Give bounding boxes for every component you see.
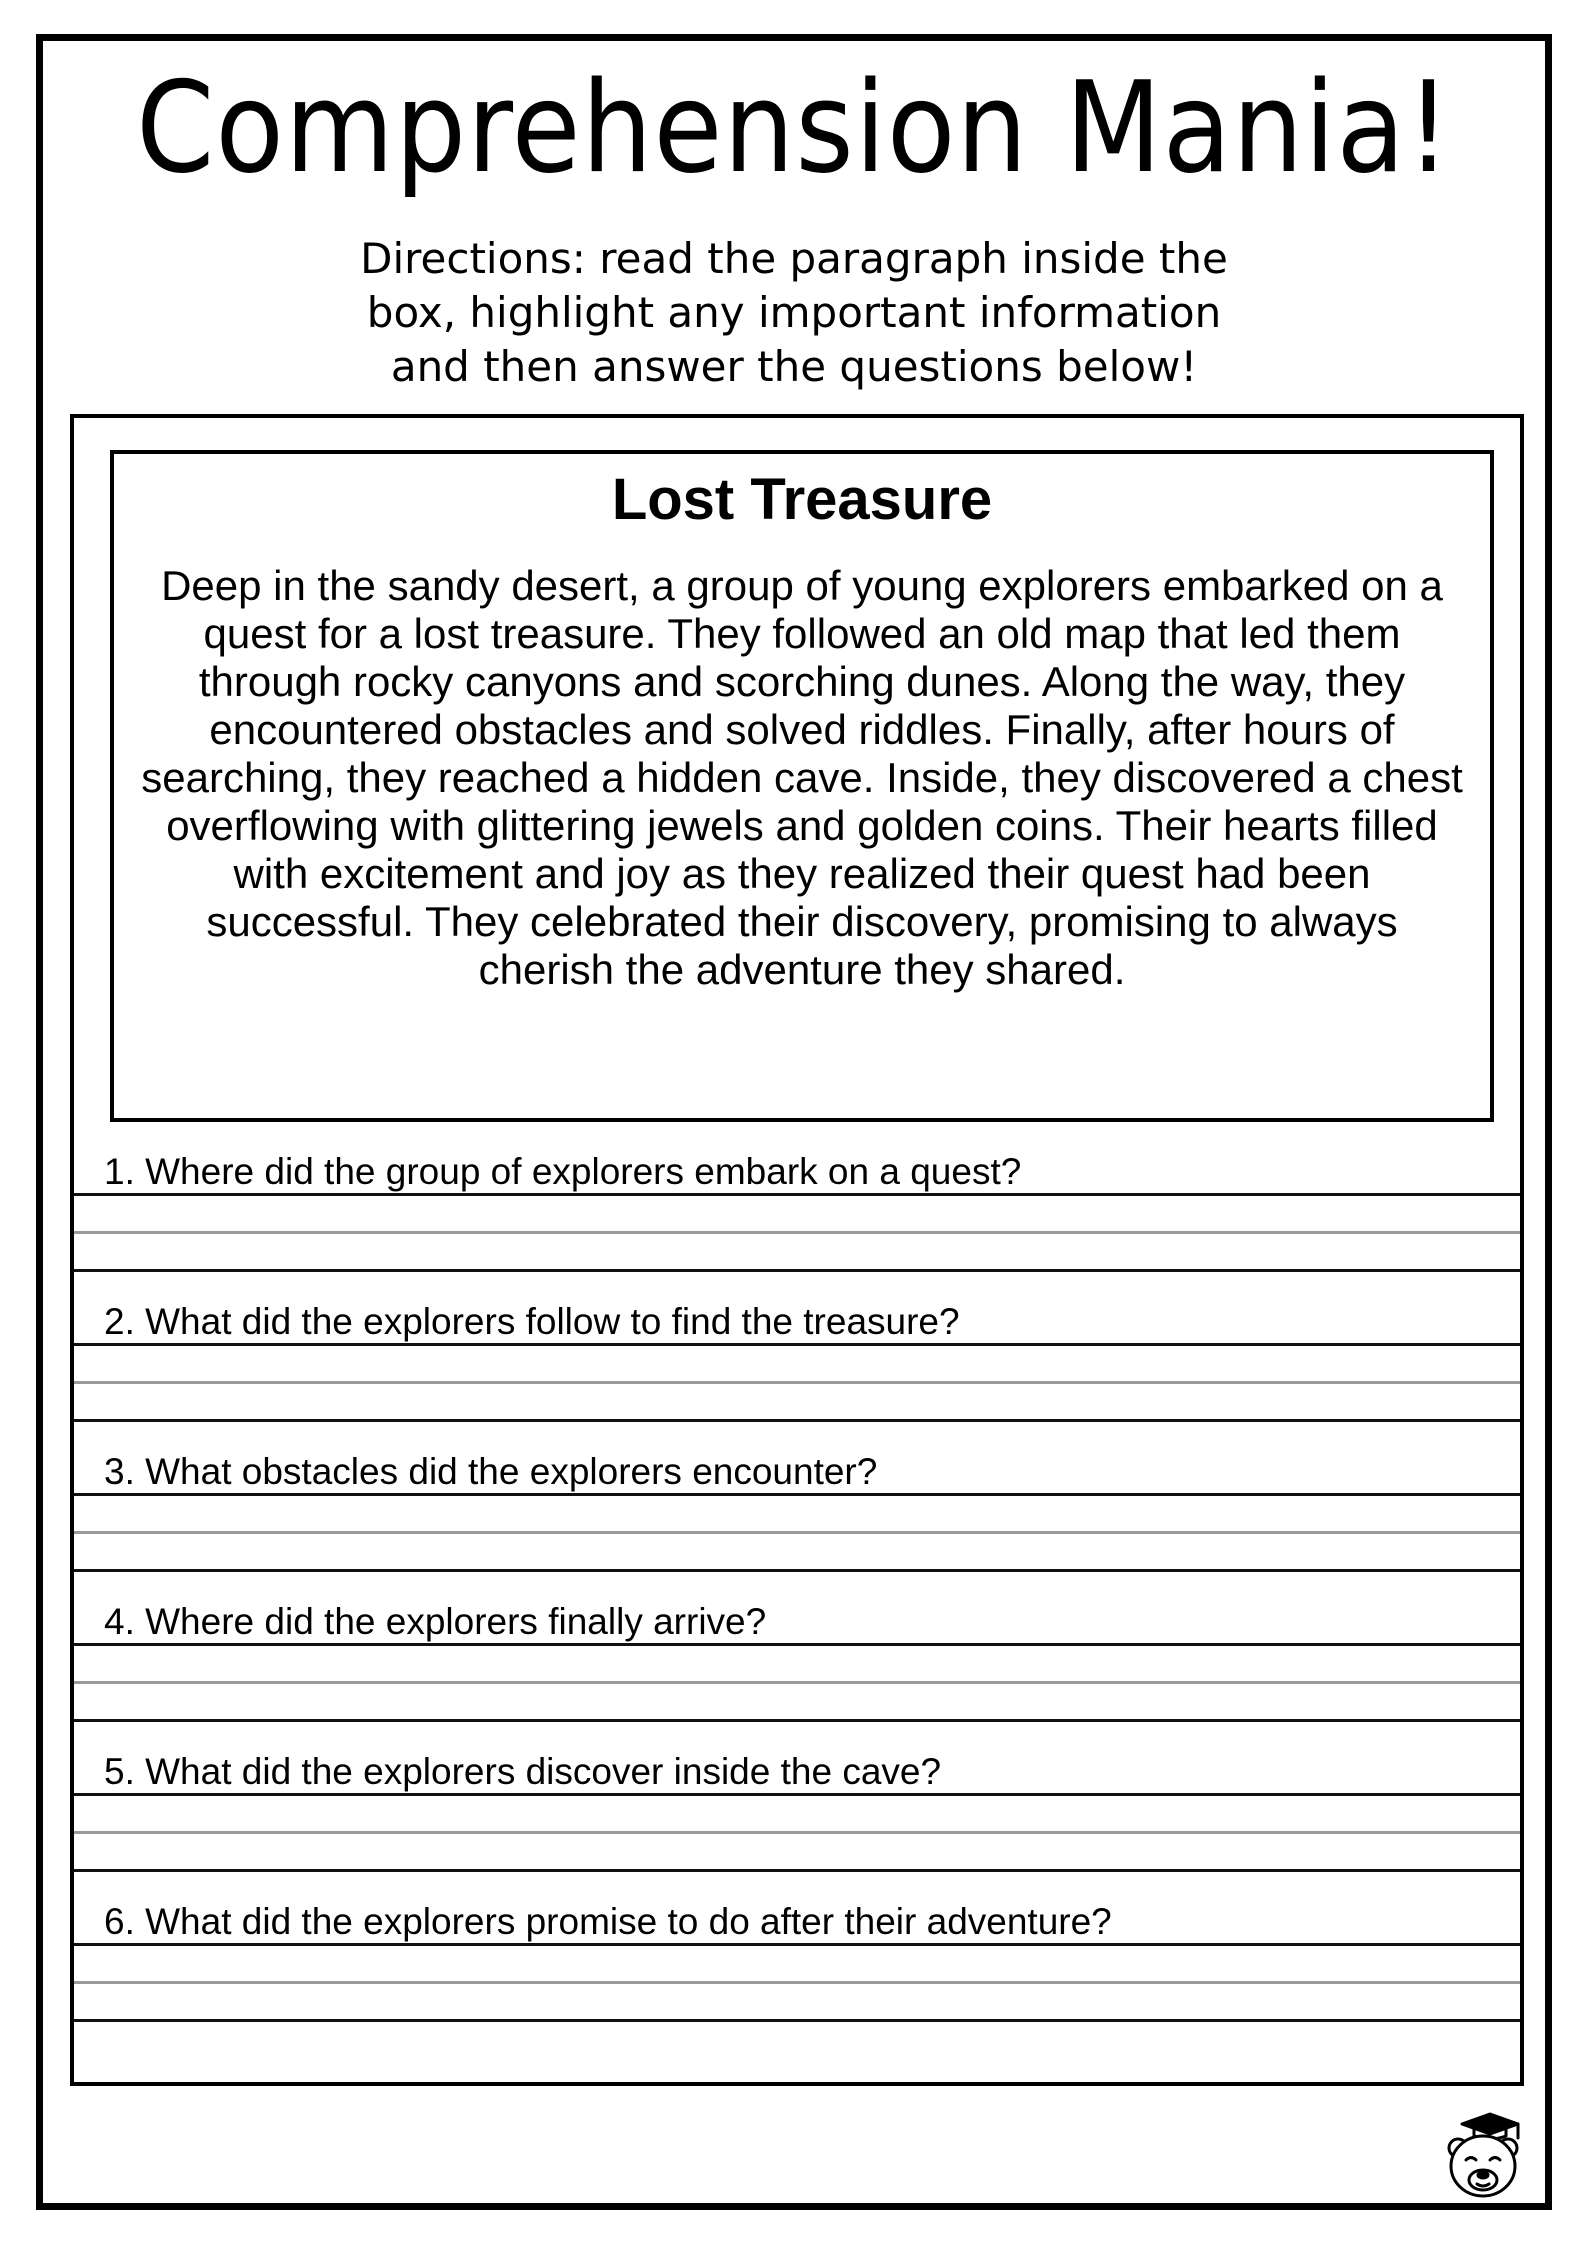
answer-line xyxy=(74,1793,1520,1796)
answer-line xyxy=(74,1943,1520,1946)
answer-guide-line xyxy=(74,1231,1520,1234)
answer-line xyxy=(74,1419,1520,1422)
answer-line xyxy=(74,1569,1520,1572)
directions-text: Directions: read the paragraph inside the box, highlight any important information and then answer the questions below! xyxy=(360,234,1228,391)
answer-line xyxy=(74,1869,1520,1872)
question-text: 3. What obstacles did the explorers encounter? xyxy=(104,1451,878,1492)
answer-line xyxy=(74,1269,1520,1272)
question-block xyxy=(74,1900,1520,2050)
question-block xyxy=(74,1600,1520,1750)
answer-line xyxy=(74,1719,1520,1722)
answer-line xyxy=(74,2019,1520,2022)
passage-title: Lost Treasure xyxy=(611,467,993,532)
question-block xyxy=(74,1750,1520,1900)
worksheet-title: Comprehension Mania! xyxy=(136,55,1452,202)
question-block xyxy=(74,1450,1520,1600)
question-text: 5. What did the explorers discover inside the cave? xyxy=(104,1751,942,1792)
graduate-mascot-icon xyxy=(1440,2110,1526,2202)
answer-line xyxy=(74,1193,1520,1196)
answer-line xyxy=(74,1343,1520,1346)
answer-line xyxy=(74,1643,1520,1646)
answer-guide-line xyxy=(74,1681,1520,1684)
answer-guide-line xyxy=(74,1831,1520,1834)
question-text: 4. Where did the explorers finally arrive? xyxy=(104,1601,767,1642)
question-block xyxy=(74,1150,1520,1300)
question-text: 1. Where did the group of explorers embark on a quest? xyxy=(104,1151,1022,1192)
question-block xyxy=(74,1300,1520,1450)
passage-box xyxy=(110,450,1494,1122)
question-text: 2. What did the explorers follow to find the treasure? xyxy=(104,1301,960,1342)
answer-guide-line xyxy=(74,1981,1520,1984)
question-text: 6. What did the explorers promise to do after their adventure? xyxy=(104,1901,1112,1942)
answer-guide-line xyxy=(74,1381,1520,1384)
answer-line xyxy=(74,1493,1520,1496)
answer-guide-line xyxy=(74,1531,1520,1534)
passage-text: Deep in the sandy desert, a group of young explorers embarked on a quest for a lost treasure. They followed an old map that led them through rocky canyons and scorching dunes. Along the way, they encountered obstacles and solved riddles. Finally, after hours of searching, they reached a hidden cave. Inside, they discovered a chest overflowing with glittering jewels and golden coins. Their hearts filled with excitement and joy as they realized their quest had been successful. They celebrated their discovery, promising to always cherish the adventure they shared. xyxy=(141,562,1463,993)
